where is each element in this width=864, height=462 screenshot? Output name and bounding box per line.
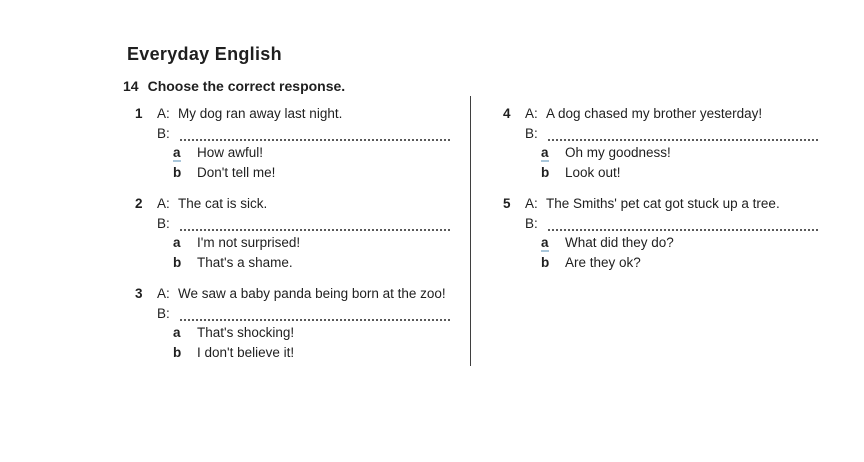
prompt-row bbox=[503, 104, 818, 124]
response-row bbox=[135, 124, 450, 144]
response-row bbox=[135, 214, 450, 234]
exercise-item-1 bbox=[135, 104, 450, 182]
item-number: 2 bbox=[135, 196, 143, 211]
exercise-item-2 bbox=[135, 194, 450, 272]
speaker-a-label: A: bbox=[157, 106, 170, 121]
option-a-letter: a bbox=[541, 145, 549, 160]
speaker-a-label: A: bbox=[157, 286, 170, 301]
item-number: 3 bbox=[135, 286, 143, 301]
option-a-letter: a bbox=[173, 235, 181, 250]
response-blank bbox=[548, 124, 818, 141]
speaker-b-label: B: bbox=[525, 215, 538, 231]
option-a-text: What did they do? bbox=[565, 235, 674, 250]
option-b-text: Are they ok? bbox=[565, 254, 641, 270]
option-a-text: How awful! bbox=[197, 145, 264, 160]
option-b-text: Don't tell me! bbox=[197, 164, 276, 180]
speaker-b-label: B: bbox=[157, 125, 170, 141]
prompt-text: The cat is sick. bbox=[178, 196, 268, 211]
prompt-text: My dog ran away last night. bbox=[178, 106, 343, 121]
option-b-letter: b bbox=[173, 344, 182, 360]
prompt-text: A dog chased my brother yesterday! bbox=[546, 106, 763, 121]
response-blank bbox=[548, 214, 818, 231]
section-title: Everyday English bbox=[127, 44, 282, 64]
instruction-text: Choose the correct response. bbox=[147, 78, 346, 94]
option-a bbox=[135, 323, 450, 343]
option-a-letter: a bbox=[173, 325, 181, 340]
option-b-letter: b bbox=[541, 254, 550, 270]
speaker-b-label: B: bbox=[525, 125, 538, 141]
option-a bbox=[503, 143, 818, 163]
response-row bbox=[503, 214, 818, 234]
speaker-a-label: A: bbox=[525, 196, 538, 211]
option-b-letter: b bbox=[173, 164, 182, 180]
option-b bbox=[135, 163, 450, 183]
prompt-row bbox=[135, 194, 450, 214]
speaker-b-label: B: bbox=[157, 215, 170, 231]
right-column bbox=[503, 104, 818, 284]
prompt-text: The Smiths' pet cat got stuck up a tree. bbox=[546, 196, 780, 211]
option-a-text: Oh my goodness! bbox=[565, 145, 671, 160]
exercise-item-3 bbox=[135, 284, 450, 362]
item-number: 4 bbox=[503, 106, 511, 121]
column-divider bbox=[470, 96, 471, 366]
exercise-item-5 bbox=[503, 194, 818, 272]
option-b-letter: b bbox=[541, 164, 550, 180]
option-b-text: That's a shame. bbox=[197, 254, 293, 270]
option-b bbox=[503, 163, 818, 183]
prompt-row bbox=[135, 104, 450, 124]
prompt-text: We saw a baby panda being born at the zoo! bbox=[178, 286, 446, 301]
speaker-a-label: A: bbox=[157, 196, 170, 211]
response-blank bbox=[180, 304, 450, 321]
exercise-item-4 bbox=[503, 104, 818, 182]
item-number: 5 bbox=[503, 196, 511, 211]
speaker-a-label: A: bbox=[525, 106, 538, 121]
option-a bbox=[503, 233, 818, 253]
response-row bbox=[503, 124, 818, 144]
option-b-text: I don't believe it! bbox=[197, 344, 295, 360]
option-a bbox=[135, 143, 450, 163]
option-b bbox=[503, 253, 818, 273]
option-a-letter: a bbox=[541, 235, 549, 250]
response-row bbox=[135, 304, 450, 324]
option-a-text: I'm not surprised! bbox=[197, 235, 301, 250]
prompt-row bbox=[135, 284, 450, 304]
option-b-text: Look out! bbox=[565, 164, 621, 180]
item-number: 1 bbox=[135, 106, 143, 121]
response-blank bbox=[180, 214, 450, 231]
option-a-letter: a bbox=[173, 145, 181, 160]
response-blank bbox=[180, 124, 450, 141]
speaker-b-label: B: bbox=[157, 305, 170, 321]
exercise-instruction bbox=[123, 78, 345, 94]
option-b bbox=[135, 343, 450, 363]
exercise-number: 14 bbox=[123, 78, 139, 94]
option-a-text: That's shocking! bbox=[197, 325, 295, 340]
option-b bbox=[135, 253, 450, 273]
option-a bbox=[135, 233, 450, 253]
prompt-row bbox=[503, 194, 818, 214]
option-b-letter: b bbox=[173, 254, 182, 270]
left-column bbox=[135, 104, 450, 374]
